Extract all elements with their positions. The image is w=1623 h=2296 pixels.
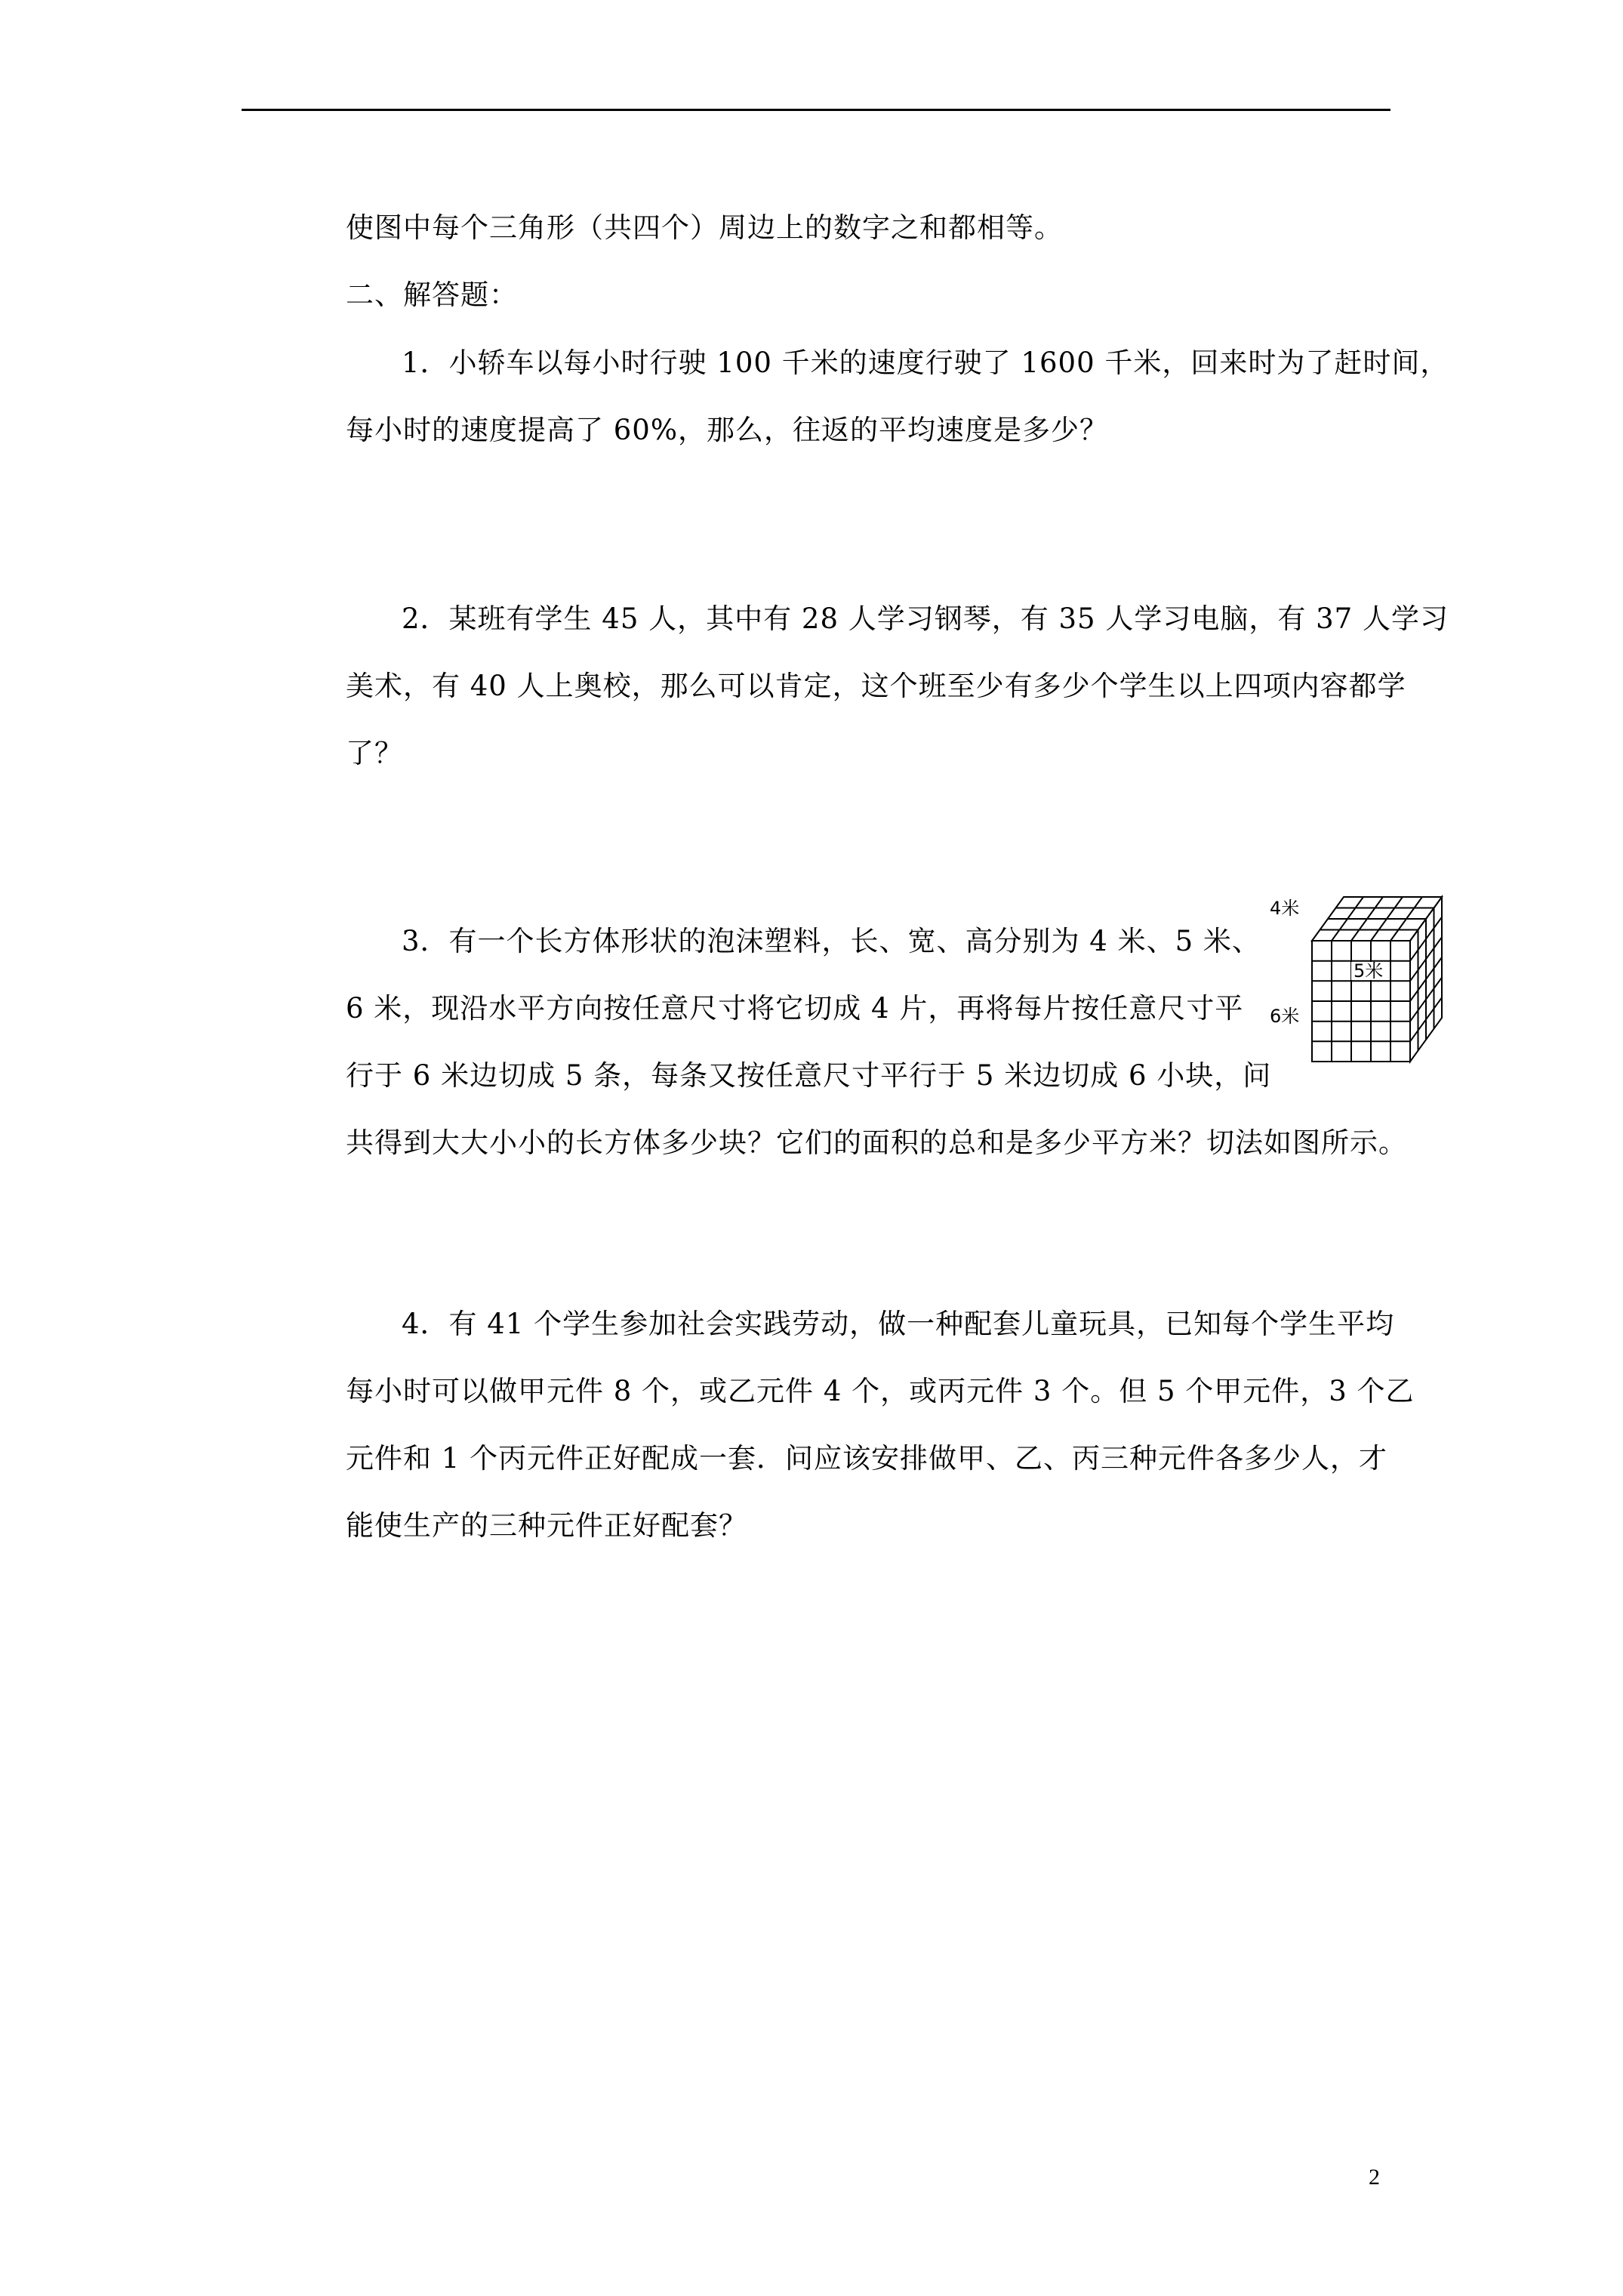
problem-1-line-1: 1．小轿车以每小时行驶 100 千米的速度行驶了 1600 千米，回来时为了赶时间， <box>402 347 1449 379</box>
problem-3-line-3: 行于 6 米边切成 5 条，每条又按任意尺寸平行于 5 米边切成 6 小块，问 <box>346 1059 1272 1092</box>
problem-2-line-1: 2．某班有学生 45 人，其中有 28 人学习钢琴，有 35 人学习电脑，有 37 人学习 <box>402 603 1449 635</box>
figure-label-height: 6米 <box>1270 1006 1300 1027</box>
problem-2-line-3: 了？ <box>346 737 403 769</box>
problem-4-line-1: 4．有 41 个学生参加社会实践劳动，做一种配套儿童玩具，已知每个学生平均 <box>402 1308 1395 1340</box>
figure-label-depth: 4米 <box>1270 898 1300 919</box>
problem-4-line-3: 元件和 1 个丙元件正好配成一套．问应该安排做甲、乙、丙三种元件各多少人，才 <box>346 1442 1388 1475</box>
cuboid-cut-figure <box>1262 889 1443 1071</box>
problem-4-line-4: 能使生产的三种元件正好配套？ <box>346 1509 747 1542</box>
figure-label-width: 5米 <box>1354 960 1384 982</box>
intro-line: 使图中每个三角形（共四个）周边上的数字之和都相等。 <box>346 211 1063 244</box>
section-heading: 二、解答题： <box>346 279 518 311</box>
problem-3-line-1: 3．有一个长方体形状的泡沫塑料，长、宽、高分别为 4 米、5 米、 <box>402 925 1261 957</box>
problem-1-line-2: 每小时的速度提高了 60%，那么，往返的平均速度是多少？ <box>346 414 1108 446</box>
problem-3-line-2: 6 米，现沿水平方向按任意尺寸将它切成 4 片，再将每片按任意尺寸平 <box>346 992 1244 1025</box>
problem-4-line-2: 每小时可以做甲元件 8 个，或乙元件 4 个，或丙元件 3 个。但 5 个甲元件，3 个乙 <box>346 1375 1415 1407</box>
problem-2-line-2: 美术，有 40 人上奥校，那么可以肯定，这个班至少有多少个学生以上四项内容都学 <box>346 670 1406 702</box>
cuboid-diagram <box>1262 889 1443 1071</box>
problem-3-line-4: 共得到大大小小的长方体多少块？它们的面积的总和是多少平方米？切法如图所示。 <box>346 1126 1407 1159</box>
page-number: 2 <box>1369 2165 1380 2190</box>
header-rule <box>242 109 1390 111</box>
